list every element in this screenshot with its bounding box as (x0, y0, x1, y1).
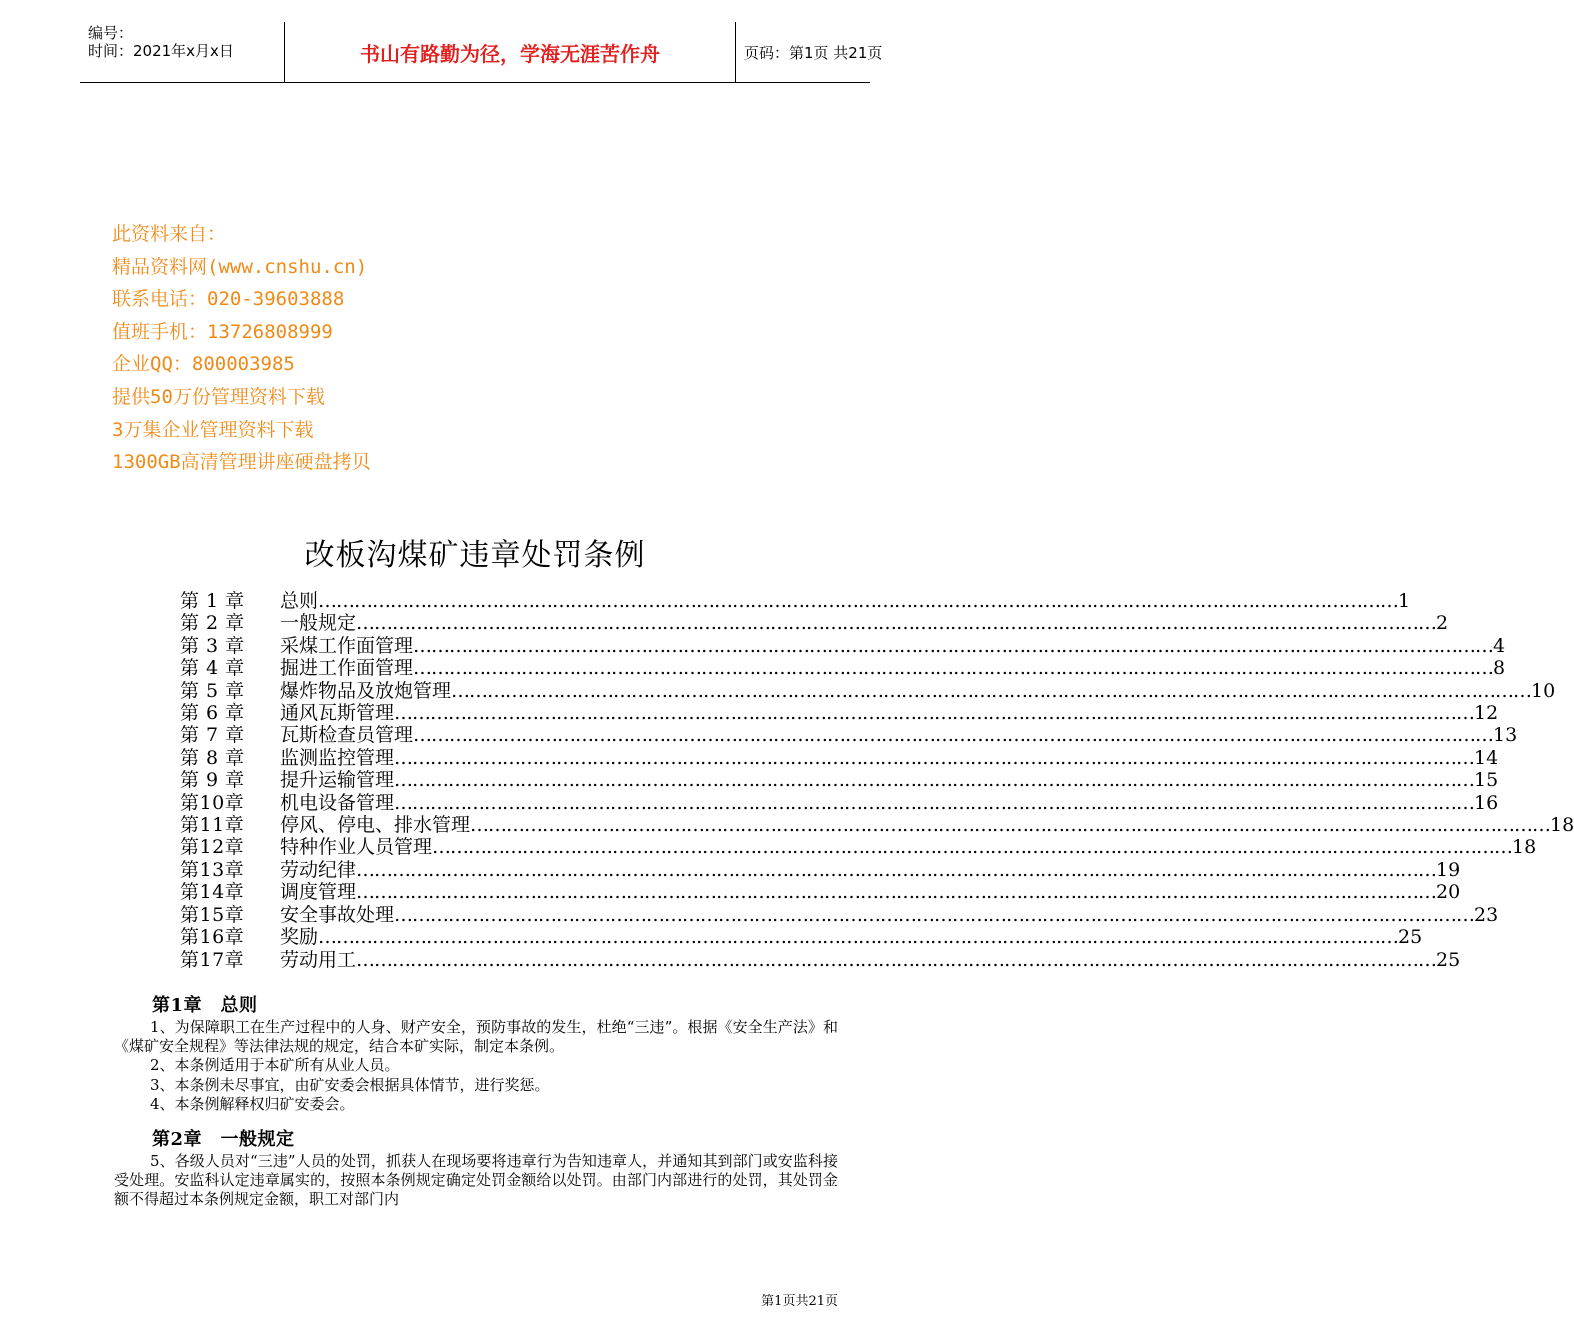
toc-leader-dots: ……………………………………………………………………………………………………………………………………………………………… (413, 634, 1494, 657)
toc-chapter-number: 第 6 章 (180, 702, 245, 725)
toc-page-number: 13 (1493, 724, 1518, 747)
article-paragraph: 3、本条例未尽事宜，由矿安委会根据具体情节，进行奖惩。 (150, 1075, 550, 1094)
number-label: 编号： (88, 24, 134, 42)
toc-page-number: 18 (1512, 836, 1537, 859)
toc-chapter-number: 第12章 (180, 836, 245, 859)
toc-chapter-number: 第14章 (180, 881, 245, 904)
document-body (114, 990, 838, 1210)
toc-leader-dots: ……………………………………………………………………………………………………………………………………………………………… (356, 858, 1437, 881)
toc-leader-dots: ……………………………………………………………………………………………………………………………………………………………… (394, 769, 1475, 792)
time-label: 时间：2021年x月x日 (88, 42, 234, 60)
toc-chapter-number: 第11章 (180, 814, 245, 837)
toc-chapter-number: 第16章 (180, 926, 245, 949)
toc-entry[interactable] (180, 590, 1411, 612)
toc-entry[interactable] (180, 612, 1449, 635)
toc-entry[interactable] (180, 881, 1461, 904)
toc-chapter-number: 第 1 章 (180, 590, 245, 612)
toc-chapter-name: 劳动纪律 (280, 858, 357, 881)
toc-entry[interactable] (180, 679, 1556, 702)
toc-chapter-name: 瓦斯检查员管理 (280, 724, 414, 747)
toc-page-number: 23 (1474, 903, 1499, 926)
source-info (112, 218, 371, 479)
toc-chapter-name: 劳动用工 (280, 948, 357, 971)
toc-chapter-number: 第10章 (180, 791, 245, 814)
toc-page-number: 20 (1436, 881, 1461, 904)
toc-entry[interactable] (180, 926, 1423, 949)
toc-leader-dots: ……………………………………………………………………………………………………………………………………………………………… (356, 881, 1437, 904)
article-paragraph: 1、为保障职工在生产过程中的人身、财产安全，预防事故的发生，杜绝“三违”。根据《安全生产法》和《煤矿安全规程》等法律法规的规定，结合本矿实际，制定本条例。 (114, 1018, 838, 1056)
chapter-heading: 第1章 总则 (152, 995, 258, 1016)
source-line: 3万集企业管理资料下载 (112, 418, 314, 441)
toc-chapter-number: 第 9 章 (180, 769, 245, 792)
toc-page-number: 14 (1474, 746, 1499, 769)
toc-entry[interactable] (180, 657, 1506, 680)
toc-page-number: 4 (1493, 634, 1506, 657)
toc-chapter-name: 总则 (280, 590, 319, 612)
toc-leader-dots: ……………………………………………………………………………………………………………………………………………………………… (394, 903, 1475, 926)
toc-chapter-name: 机电设备管理 (280, 791, 395, 814)
toc-chapter-name: 停风、停电、排水管理 (280, 814, 471, 837)
chapter-heading: 第2章 一般规定 (152, 1129, 295, 1151)
toc-chapter-name: 采煤工作面管理 (280, 634, 414, 657)
toc-entry[interactable] (180, 769, 1499, 792)
source-line: 联系电话：020-39603888 (112, 288, 345, 311)
toc-page-number: 10 (1531, 679, 1556, 702)
page-footer: 第1页共21页 (761, 1294, 838, 1309)
header-page-info: 页码：第1页 共21页 (744, 43, 883, 62)
toc-leader-dots: ……………………………………………………………………………………………………………………………………………………………… (394, 702, 1475, 725)
toc-leader-dots: ……………………………………………………………………………………………………………………………………………………………… (413, 724, 1494, 747)
toc-leader-dots: ……………………………………………………………………………………………………………………………………………………………… (394, 746, 1475, 769)
source-line: 1300GB高清管理讲座硬盘拷贝 (112, 451, 371, 474)
toc-leader-dots: ……………………………………………………………………………………………………………………………………………………………… (451, 679, 1532, 702)
toc-chapter-name: 安全事故处理 (280, 903, 395, 926)
toc-entry[interactable] (180, 746, 1499, 769)
page-header (80, 22, 883, 83)
toc-page-number: 1 (1398, 590, 1411, 612)
toc-entry[interactable] (180, 948, 1461, 971)
toc-entry[interactable] (180, 903, 1499, 926)
toc-chapter-number: 第15章 (180, 903, 245, 926)
toc-chapter-number: 第17章 (180, 948, 245, 971)
toc-page-number: 18 (1550, 814, 1574, 837)
toc-chapter-name: 通风瓦斯管理 (280, 702, 395, 725)
header-meta (88, 24, 284, 82)
document-title: 改板沟煤矿违章处罚条例 (304, 538, 646, 573)
table-of-contents (180, 590, 1574, 971)
toc-chapter-number: 第 3 章 (180, 634, 245, 657)
toc-chapter-name: 一般规定 (280, 612, 357, 635)
toc-chapter-number: 第 2 章 (180, 612, 245, 635)
toc-page-number: 8 (1493, 657, 1506, 680)
toc-chapter-number: 第 8 章 (180, 746, 245, 769)
toc-page-number: 16 (1474, 791, 1499, 814)
toc-leader-dots: ……………………………………………………………………………………………………………………………………………………………… (356, 948, 1437, 971)
toc-leader-dots: ……………………………………………………………………………………………………………………………………………………………… (470, 814, 1551, 837)
article-paragraph: 4、本条例解释权归矿安委会。 (150, 1094, 355, 1113)
toc-entry[interactable] (180, 634, 1506, 657)
toc-leader-dots: ……………………………………………………………………………………………………………………………………………………………… (356, 612, 1437, 635)
toc-entry[interactable] (180, 858, 1461, 881)
toc-page-number: 15 (1474, 769, 1499, 792)
toc-chapter-name: 掘进工作面管理 (280, 657, 414, 680)
toc-page-number: 2 (1436, 612, 1449, 635)
source-line: 企业QQ：800003985 (112, 353, 295, 376)
toc-chapter-name: 爆炸物品及放炮管理 (280, 679, 452, 702)
source-line: 值班手机：13726808999 (112, 320, 333, 343)
toc-entry[interactable] (180, 724, 1518, 747)
toc-leader-dots: ……………………………………………………………………………………………………………………………………………………………… (394, 791, 1475, 814)
article-paragraph: 5、各级人员对“三违”人员的处罚，抓获人在现场要将违章行为告知违章人，并通知其到部门或安监科接受处理。安监科认定违章属实的，按照本条例规定确定处罚金额给以处罚。由部门内部进行的处罚，其处罚金额不得超过本条例规定金额，职工对部门内 (114, 1152, 838, 1209)
source-line: 提供50万份管理资料下载 (112, 385, 325, 408)
toc-leader-dots: ……………………………………………………………………………………………………………………………………………………………… (413, 657, 1494, 680)
toc-entry[interactable] (180, 791, 1499, 814)
toc-entry[interactable] (180, 702, 1499, 725)
toc-entry[interactable] (180, 836, 1537, 859)
source-line: 此资料来自： (112, 223, 227, 245)
toc-leader-dots: ……………………………………………………………………………………………………………………………………………………………… (318, 590, 1399, 612)
toc-chapter-name: 奖励 (280, 926, 319, 949)
toc-chapter-name: 调度管理 (280, 881, 357, 904)
toc-chapter-number: 第 4 章 (180, 657, 245, 680)
toc-chapter-name: 监测监控管理 (280, 746, 395, 769)
toc-page-number: 25 (1398, 926, 1423, 949)
toc-page-number: 19 (1436, 858, 1461, 881)
toc-page-number: 12 (1474, 702, 1499, 725)
toc-chapter-number: 第 7 章 (180, 724, 245, 747)
toc-chapter-number: 第 5 章 (180, 679, 245, 702)
source-line: 精品资料网(www.cnshu.cn) (112, 255, 368, 278)
article-paragraph: 2、本条例适用于本矿所有从业人员。 (150, 1056, 400, 1075)
toc-entry[interactable] (180, 814, 1574, 837)
toc-chapter-name: 提升运输管理 (280, 769, 395, 792)
toc-leader-dots: ……………………………………………………………………………………………………………………………………………………………… (318, 926, 1399, 949)
toc-leader-dots: ……………………………………………………………………………………………………………………………………………………………… (432, 836, 1513, 859)
header-motto: 书山有路勤为径，学海无涯苦作舟 (284, 22, 736, 82)
toc-chapter-name: 特种作业人员管理 (280, 836, 433, 859)
toc-page-number: 25 (1436, 948, 1461, 971)
toc-chapter-number: 第13章 (180, 858, 245, 881)
